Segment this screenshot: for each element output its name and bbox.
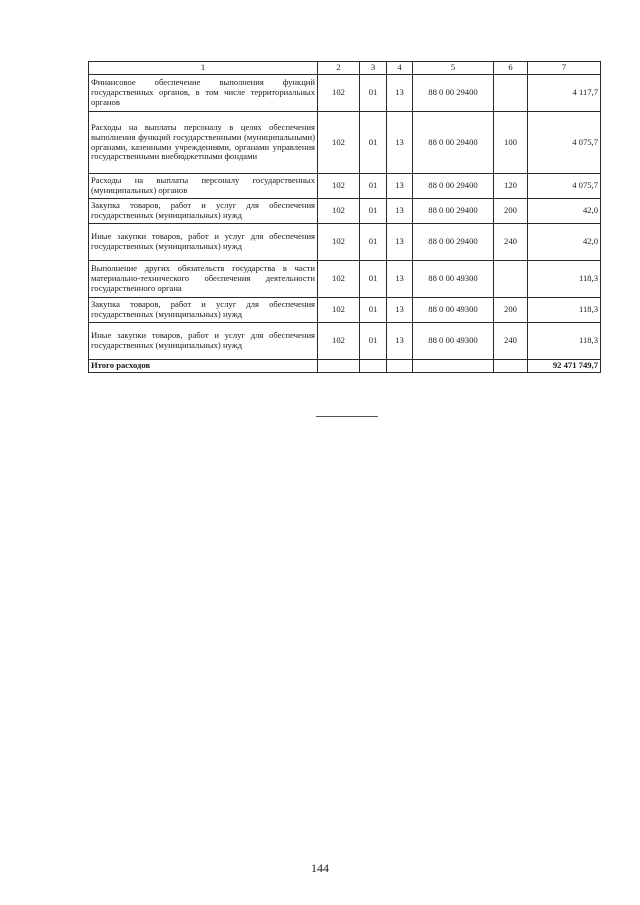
row-target-article: 88 0 00 29400	[413, 224, 494, 261]
row-expense-type	[494, 261, 528, 298]
row-name: Выполнение других обязательств государства в части материально-технического обеспечения деятельности государственного органа	[89, 261, 318, 298]
header-col-5: 5	[413, 62, 494, 75]
row-target-article: 88 0 00 49300	[413, 261, 494, 298]
row-amount: 118,3	[528, 261, 601, 298]
row-expense-type	[494, 75, 528, 112]
row-section: 01	[360, 323, 387, 360]
row-section: 01	[360, 75, 387, 112]
total-row	[89, 360, 601, 373]
row-amount: 42,0	[528, 224, 601, 261]
table-row	[89, 323, 601, 360]
row-name: Иные закупки товаров, работ и услуг для обеспечения государственных (муниципальных) нужд	[89, 224, 318, 261]
row-expense-type: 240	[494, 323, 528, 360]
row-subsection: 13	[387, 298, 413, 323]
row-subsection: 13	[387, 199, 413, 224]
row-name: Расходы на выплаты персоналу в целях обеспечения выполнения функций государственными (муниципальными) органами, казенными учреждениями, органами управления государственными внебюджетными фондами	[89, 112, 318, 174]
separator-line	[316, 416, 378, 417]
table-row	[89, 224, 601, 261]
row-section: 01	[360, 261, 387, 298]
row-section: 01	[360, 224, 387, 261]
table-row	[89, 261, 601, 298]
total-empty-cell	[413, 360, 494, 373]
header-col-3: 3	[360, 62, 387, 75]
row-admin-code: 102	[318, 224, 360, 261]
row-section: 01	[360, 112, 387, 174]
row-amount: 118,3	[528, 323, 601, 360]
row-expense-type: 100	[494, 112, 528, 174]
row-admin-code: 102	[318, 75, 360, 112]
page-number: 144	[311, 861, 329, 875]
row-admin-code: 102	[318, 323, 360, 360]
total-empty-cell	[318, 360, 360, 373]
row-target-article: 88 0 00 29400	[413, 174, 494, 199]
total-empty-cell	[494, 360, 528, 373]
row-expense-type: 200	[494, 298, 528, 323]
row-target-article: 88 0 00 29400	[413, 75, 494, 112]
table-row	[89, 174, 601, 199]
budget-table	[88, 61, 601, 373]
row-subsection: 13	[387, 112, 413, 174]
row-expense-type: 200	[494, 199, 528, 224]
row-amount: 118,3	[528, 298, 601, 323]
header-col-1: 1	[89, 62, 318, 75]
total-amount: 92 471 749,7	[528, 360, 601, 373]
row-expense-type: 240	[494, 224, 528, 261]
row-amount: 4 075,7	[528, 174, 601, 199]
row-target-article: 88 0 00 49300	[413, 323, 494, 360]
row-admin-code: 102	[318, 112, 360, 174]
row-name: Финансовое обеспечение выполнения функций государственных органов, в том числе территориальных органов	[89, 75, 318, 112]
row-admin-code: 102	[318, 174, 360, 199]
header-col-4: 4	[387, 62, 413, 75]
row-subsection: 13	[387, 174, 413, 199]
row-target-article: 88 0 00 49300	[413, 298, 494, 323]
header-col-7: 7	[528, 62, 601, 75]
row-section: 01	[360, 298, 387, 323]
total-empty-cell	[387, 360, 413, 373]
row-section: 01	[360, 199, 387, 224]
header-col-6: 6	[494, 62, 528, 75]
row-name: Расходы на выплаты персоналу государственных (муниципальных) органов	[89, 174, 318, 199]
row-amount: 42,0	[528, 199, 601, 224]
table-header-row	[89, 62, 601, 75]
row-admin-code: 102	[318, 298, 360, 323]
row-target-article: 88 0 00 29400	[413, 112, 494, 174]
row-admin-code: 102	[318, 199, 360, 224]
row-subsection: 13	[387, 75, 413, 112]
header-col-2: 2	[318, 62, 360, 75]
row-name: Закупка товаров, работ и услуг для обеспечения государственных (муниципальных) нужд	[89, 199, 318, 224]
row-name: Иные закупки товаров, работ и услуг для обеспечения государственных (муниципальных) нужд	[89, 323, 318, 360]
row-section: 01	[360, 174, 387, 199]
row-target-article: 88 0 00 29400	[413, 199, 494, 224]
table-row	[89, 75, 601, 112]
total-label: Итого расходов	[89, 360, 318, 373]
table-row	[89, 112, 601, 174]
table-row	[89, 199, 601, 224]
row-amount: 4 117,7	[528, 75, 601, 112]
total-empty-cell	[360, 360, 387, 373]
row-amount: 4 075,7	[528, 112, 601, 174]
row-expense-type: 120	[494, 174, 528, 199]
row-name: Закупка товаров, работ и услуг для обеспечения государственных (муниципальных) нужд	[89, 298, 318, 323]
row-subsection: 13	[387, 323, 413, 360]
row-subsection: 13	[387, 224, 413, 261]
row-subsection: 13	[387, 261, 413, 298]
row-admin-code: 102	[318, 261, 360, 298]
table-row	[89, 298, 601, 323]
